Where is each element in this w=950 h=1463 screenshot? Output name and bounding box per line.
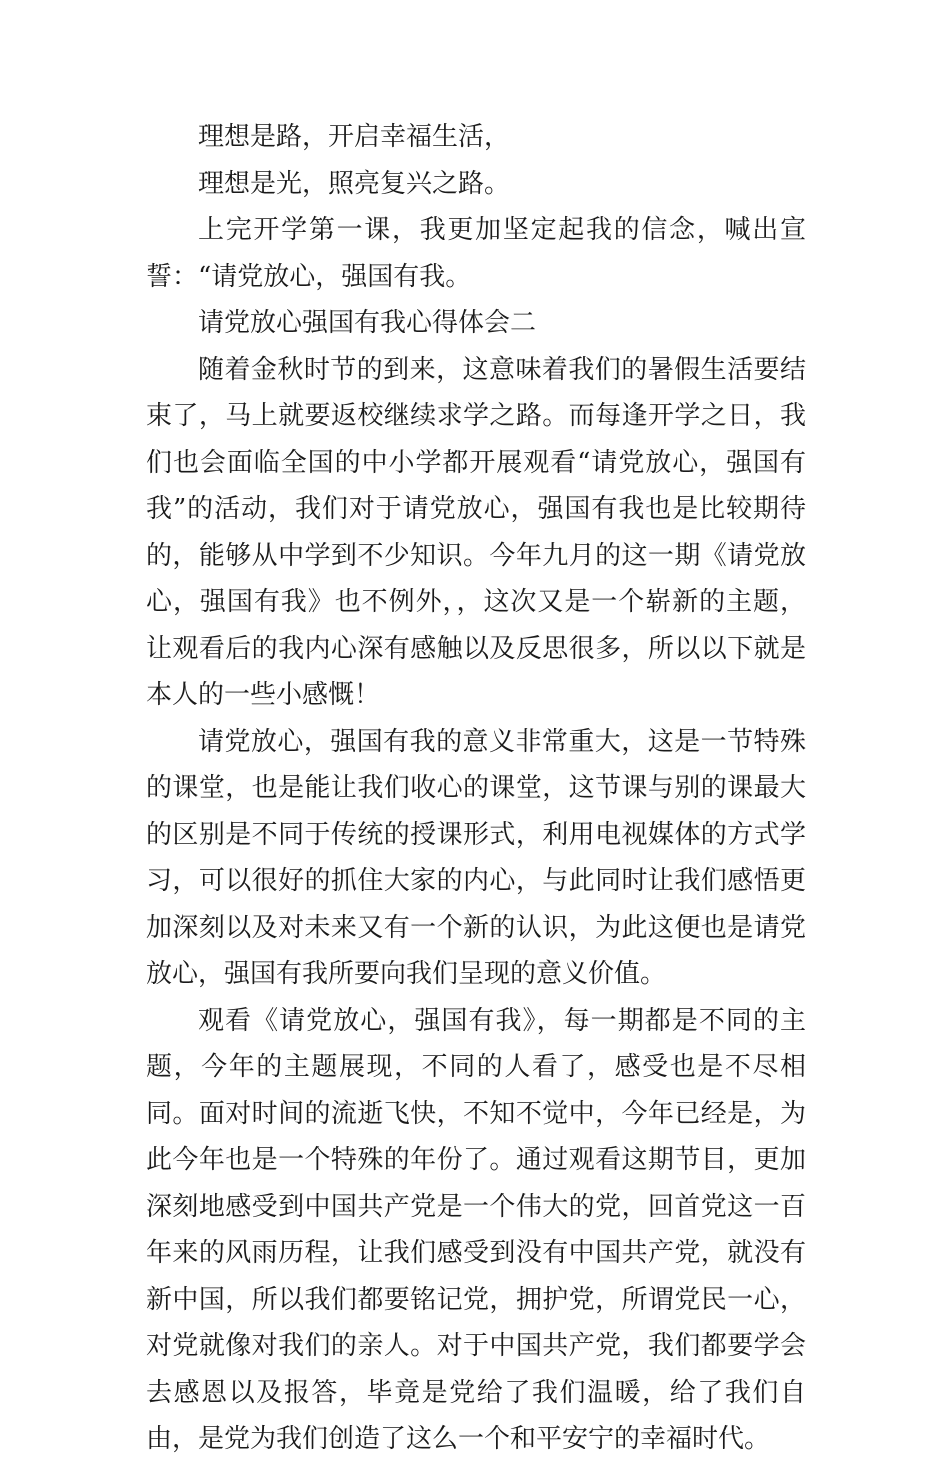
- paragraph-oath: 上完开学第一课，我更加坚定起我的信念，喊出宣誓：“请党放心，强国有我。: [146, 215, 806, 292]
- document-body: [146, 114, 806, 1463]
- paragraph-significance: 请党放心，强国有我的意义非常重大，这是一节特殊的课堂，也是能让我们收心的课堂，这节课与别的课最大的区别是不同于传统的授课形式，利用电视媒体的方式学习，可以很好的抓住大家的内心，与此同时让我们感悟更加深刻以及对未来又有一个新的认识，为此这便也是请党放心，强国有我所要向我们呈现的意义价值。: [146, 726, 806, 989]
- poem-line-1: 理想是路，开启幸福生活，: [198, 122, 511, 152]
- section-heading: 请党放心强国有我心得体会二: [198, 308, 537, 338]
- paragraph-reflection: 观看《请党放心，强国有我》，每一期都是不同的主题，今年的主题展现，不同的人看了，感受也是不尽相同。面对时间的流逝飞快，不知不觉中，今年已经是，为此今年也是一个特殊的年份了。通过观看这期节目，更加深刻地感受到中国共产党是一个伟大的党，回首党这一百年来的风雨历程，让我们感受到没有中国共产党，就没有新中国，所以我们都要铭记党，拥护党，所谓党民一心，对党就像对我们的亲人。对于中国共产党，我们都要学会去感恩以及报答，毕竟是党给了我们温暖，给了我们自由，是党为我们创造了这么一个和平安宁的幸福时代。: [146, 1005, 806, 1454]
- poem-line-2: 理想是光，照亮复兴之路。: [198, 168, 511, 199]
- paragraph-intro: 随着金秋时节的到来，这意味着我们的暑假生活要结束了，马上就要返校继续求学之路。而每逢开学之日，我们也会面临全国的中小学都开展观看“请党放心，强国有我”的活动，我们对于请党放心，强国有我也是比较期待的，能够从中学到不少知识。今年九月的这一期《请党放心，强国有我》也不例外，，这次又是一个崭新的主题，让观看后的我内心深有感触以及反思很多，所以以下就是本人的一些小感慨！: [146, 354, 806, 710]
